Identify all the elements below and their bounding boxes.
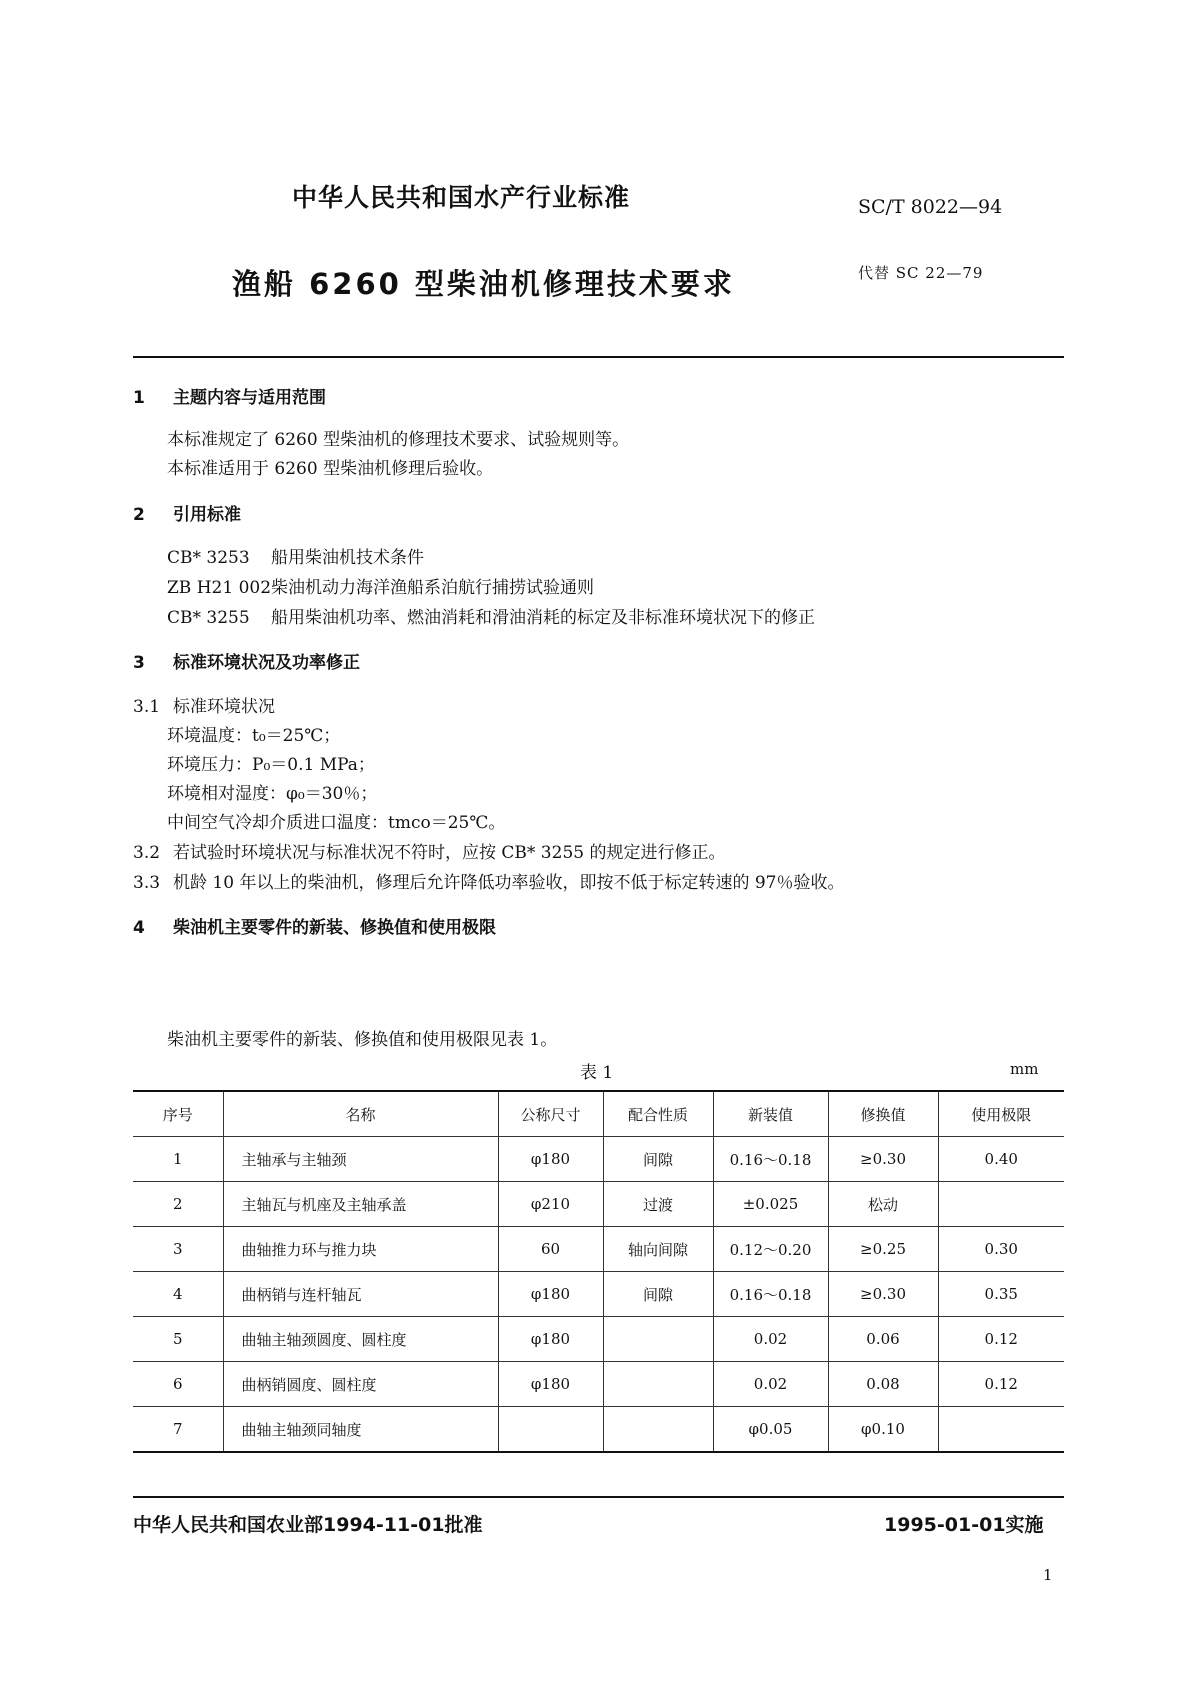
table-row [133, 1272, 1064, 1317]
reference-title: 柴油机动力海洋渔船系泊航行捕捞试验通则 [271, 578, 594, 598]
table-cell: φ180 [498, 1137, 603, 1182]
table-cell: 3 [133, 1227, 223, 1272]
table-cell [603, 1362, 713, 1407]
column-header: 修换值 [828, 1091, 938, 1137]
table-cell: φ0.05 [713, 1407, 828, 1453]
reference-title: 船用柴油机功率、燃油消耗和滑油消耗的标定及非标准环境状况下的修正 [271, 608, 815, 628]
table-cell: 0.16～0.18 [713, 1272, 828, 1317]
table-cell: φ210 [498, 1182, 603, 1227]
table-cell: 4 [133, 1272, 223, 1317]
document-title: 渔船 6260 型柴油机修理技术要求 [232, 267, 735, 301]
replaces-standard: 代替 SC 22—79 [858, 264, 984, 282]
condition-temperature: 环境温度：t₀＝25℃； [167, 726, 341, 746]
footer-divider [133, 1496, 1064, 1498]
reference-code: CB* 3253 [167, 548, 250, 568]
reference-item [167, 573, 594, 598]
standard-code: SC/T 8022—94 [858, 196, 1003, 218]
approval-date: 中华人民共和国农业部1994-11-01批准 [133, 1514, 483, 1536]
parts-limits-table [133, 1090, 1064, 1453]
reference-title: 船用柴油机技术条件 [271, 548, 424, 568]
section-number: 4 [133, 918, 145, 938]
table-cell: ≥0.30 [828, 1137, 938, 1182]
subsection-text: 若试验时环境状况与标准状况不符时，应按 CB* 3255 的规定进行修正。 [173, 843, 726, 863]
section-title: 标准环境状况及功率修正 [173, 653, 360, 673]
section-4-heading [133, 913, 496, 938]
table-cell: 主轴瓦与机座及主轴承盖 [223, 1182, 498, 1227]
section-1-heading [133, 383, 326, 408]
table-cell: 0.30 [938, 1227, 1064, 1272]
table-cell [603, 1407, 713, 1453]
table-cell: 曲柄销与连杆轴瓦 [223, 1272, 498, 1317]
subsection-number: 3.3 [133, 873, 161, 893]
table-cell: 0.12 [938, 1362, 1064, 1407]
subsection-3-2 [133, 838, 725, 863]
table-cell: 曲轴主轴颈同轴度 [223, 1407, 498, 1453]
column-header: 公称尺寸 [498, 1091, 603, 1137]
table-cell [603, 1317, 713, 1362]
section-2-heading [133, 500, 241, 525]
table-cell: ±0.025 [713, 1182, 828, 1227]
subsection-number: 3.2 [133, 843, 161, 863]
table-cell: 间隙 [603, 1272, 713, 1317]
table-cell: φ180 [498, 1317, 603, 1362]
subsection-3-1 [133, 692, 275, 717]
issuing-organization: 中华人民共和国水产行业标准 [292, 183, 631, 212]
column-header: 配合性质 [603, 1091, 713, 1137]
table-cell: ≥0.30 [828, 1272, 938, 1317]
reference-item [167, 543, 424, 568]
section-number: 2 [133, 505, 145, 525]
table-cell: 5 [133, 1317, 223, 1362]
condition-pressure: 环境压力：P₀＝0.1 MPa； [167, 755, 375, 775]
table-cell: 0.12 [938, 1317, 1064, 1362]
table-caption: 表 1 [580, 1063, 614, 1083]
table-cell: 松动 [828, 1182, 938, 1227]
table-row [133, 1227, 1064, 1272]
table-cell: 过渡 [603, 1182, 713, 1227]
column-header: 名称 [223, 1091, 498, 1137]
table-row [133, 1407, 1064, 1453]
table-cell: 主轴承与主轴颈 [223, 1137, 498, 1182]
reference-code: CB* 3255 [167, 608, 250, 628]
table-cell: 间隙 [603, 1137, 713, 1182]
column-header: 使用极限 [938, 1091, 1064, 1137]
column-header: 序号 [133, 1091, 223, 1137]
section-title: 主题内容与适用范围 [173, 388, 326, 408]
table-cell: 0.35 [938, 1272, 1064, 1317]
table-cell: 0.12～0.20 [713, 1227, 828, 1272]
subsection-text: 机龄 10 年以上的柴油机，修理后允许降低功率验收，即按不低于标定转速的 97％验收。 [173, 873, 845, 893]
table-cell: φ180 [498, 1272, 603, 1317]
section-number: 3 [133, 653, 145, 673]
table-unit: mm [1010, 1060, 1039, 1078]
effective-date: 1995-01-01实施 [884, 1514, 1044, 1536]
table-row [133, 1137, 1064, 1182]
table-cell: 2 [133, 1182, 223, 1227]
table-row [133, 1362, 1064, 1407]
section-title: 柴油机主要零件的新装、修换值和使用极限 [173, 918, 496, 938]
section-1-paragraph-2: 本标准适用于 6260 型柴油机修理后验收。 [167, 459, 494, 479]
table-header-row [133, 1091, 1064, 1137]
table-cell: 轴向间隙 [603, 1227, 713, 1272]
table-cell: φ0.10 [828, 1407, 938, 1453]
section-4-paragraph: 柴油机主要零件的新装、修换值和使用极限见表 1。 [167, 1030, 558, 1050]
table-cell: 7 [133, 1407, 223, 1453]
table-cell: φ180 [498, 1362, 603, 1407]
header-divider [133, 356, 1064, 358]
table-cell [938, 1182, 1064, 1227]
table-cell: 0.40 [938, 1137, 1064, 1182]
table-cell: 0.02 [713, 1317, 828, 1362]
condition-humidity: 环境相对湿度：φ₀＝30％； [167, 784, 378, 804]
page-number: 1 [1043, 1566, 1053, 1584]
table-cell: 0.08 [828, 1362, 938, 1407]
subsection-3-3 [133, 868, 844, 893]
table-row [133, 1182, 1064, 1227]
reference-code: ZB H21 002 [167, 578, 272, 598]
table-cell: 1 [133, 1137, 223, 1182]
condition-coolant-temperature: 中间空气冷却介质进口温度：tmco＝25℃。 [167, 813, 506, 833]
section-number: 1 [133, 388, 145, 408]
subsection-title: 标准环境状况 [173, 697, 275, 717]
table-cell: 0.02 [713, 1362, 828, 1407]
subsection-number: 3.1 [133, 697, 161, 717]
section-3-heading [133, 648, 360, 673]
section-1-paragraph-1: 本标准规定了 6260 型柴油机的修理技术要求、试验规则等。 [167, 430, 630, 450]
table-cell: 曲轴推力环与推力块 [223, 1227, 498, 1272]
table-cell: 0.16～0.18 [713, 1137, 828, 1182]
table-cell [498, 1407, 603, 1453]
reference-item [167, 603, 815, 628]
section-title: 引用标准 [173, 505, 241, 525]
column-header: 新装值 [713, 1091, 828, 1137]
table-row [133, 1317, 1064, 1362]
table-cell: 0.06 [828, 1317, 938, 1362]
table-cell: 曲柄销圆度、圆柱度 [223, 1362, 498, 1407]
table-cell [938, 1407, 1064, 1453]
table-cell: 60 [498, 1227, 603, 1272]
table-cell: 曲轴主轴颈圆度、圆柱度 [223, 1317, 498, 1362]
table-cell: 6 [133, 1362, 223, 1407]
table-cell: ≥0.25 [828, 1227, 938, 1272]
